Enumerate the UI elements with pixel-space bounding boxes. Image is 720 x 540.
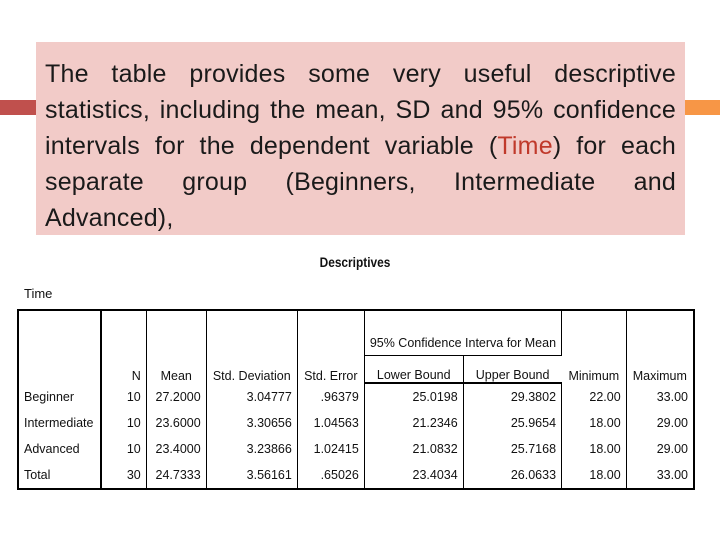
variable-label: Time xyxy=(24,286,53,301)
cell-mean: 27.2000 xyxy=(146,383,206,410)
cell-mean: 23.4000 xyxy=(146,436,206,462)
cell-std-deviation: 3.30656 xyxy=(206,410,297,436)
cell-n: 10 xyxy=(101,410,146,436)
cell-upper-bound: 26.0633 xyxy=(463,462,561,489)
cell-upper-bound: 29.3802 xyxy=(463,383,561,410)
col-header-n: N xyxy=(101,310,146,383)
dependent-variable-highlight: Time xyxy=(497,132,553,160)
intro-text-before: The table provides some very useful descriptive statistics, including the mean, SD and 95% confidence intervals for the dependent variable ( xyxy=(45,60,676,160)
cell-maximum: 29.00 xyxy=(656,442,688,456)
intro-text-box xyxy=(36,42,685,235)
descriptives-table xyxy=(17,309,695,490)
col-header-maximum: Maximum xyxy=(632,369,687,383)
intro-paragraph xyxy=(45,56,676,236)
table-row xyxy=(18,410,694,436)
cell-std-error: .65026 xyxy=(297,462,364,489)
cell-lower-bound: 21.0832 xyxy=(364,436,463,462)
row-label-header xyxy=(18,310,101,383)
col-header-mean: Mean xyxy=(146,310,206,383)
cell-mean: 23.6000 xyxy=(146,410,206,436)
col-header-std-deviation: Std. Deviation xyxy=(206,310,297,383)
col-header-lower-bound: Lower Bound xyxy=(364,356,463,384)
cell-minimum: 18.00 xyxy=(562,410,627,436)
cell-minimum: 18.00 xyxy=(562,436,627,462)
accent-bar-right xyxy=(684,100,720,115)
table-title: Descriptives xyxy=(319,254,391,270)
cell-std-deviation: 3.23866 xyxy=(206,436,297,462)
cell-minimum: 18.00 xyxy=(562,462,627,489)
col-header-std-error: Std. Error xyxy=(297,310,364,383)
cell-minimum: 22.00 xyxy=(562,383,627,410)
intro-text-after: ) for each separate group (Beginners, Intermediate and Advanced), xyxy=(45,132,677,232)
cell-std-error: 1.04563 xyxy=(297,410,364,436)
cell-n: 10 xyxy=(101,436,146,462)
cell-std-error: .96379 xyxy=(297,383,364,410)
col-header-minimum: Minimum xyxy=(562,310,627,383)
table-row xyxy=(18,462,694,489)
cell-maximum: 33.00 xyxy=(656,468,688,482)
cell-n: 10 xyxy=(101,383,146,410)
cell-maximum: 29.00 xyxy=(656,416,688,430)
cell-upper-bound: 25.7168 xyxy=(463,436,561,462)
cell-std-error: 1.02415 xyxy=(297,436,364,462)
table-row xyxy=(18,383,694,410)
ci-group-header: 95% Confidence Interva for Mean xyxy=(364,310,561,356)
cell-maximum: 33.00 xyxy=(656,389,688,404)
cell-std-deviation: 3.04777 xyxy=(206,383,297,410)
table-row xyxy=(18,436,694,462)
cell-std-deviation: 3.56161 xyxy=(206,462,297,489)
cell-n: 30 xyxy=(101,462,146,489)
cell-lower-bound: 23.4034 xyxy=(364,462,463,489)
row-label: Advanced xyxy=(18,436,101,462)
cell-mean: 24.7333 xyxy=(146,462,206,489)
row-label: Intermediate xyxy=(18,410,101,436)
header-row-group xyxy=(18,310,694,356)
col-header-upper-bound: Upper Bound xyxy=(463,356,561,384)
cell-lower-bound: 25.0198 xyxy=(364,383,463,410)
row-label: Beginner xyxy=(18,383,101,410)
cell-upper-bound: 25.9654 xyxy=(463,410,561,436)
row-label: Total xyxy=(18,462,101,489)
cell-lower-bound: 21.2346 xyxy=(364,410,463,436)
